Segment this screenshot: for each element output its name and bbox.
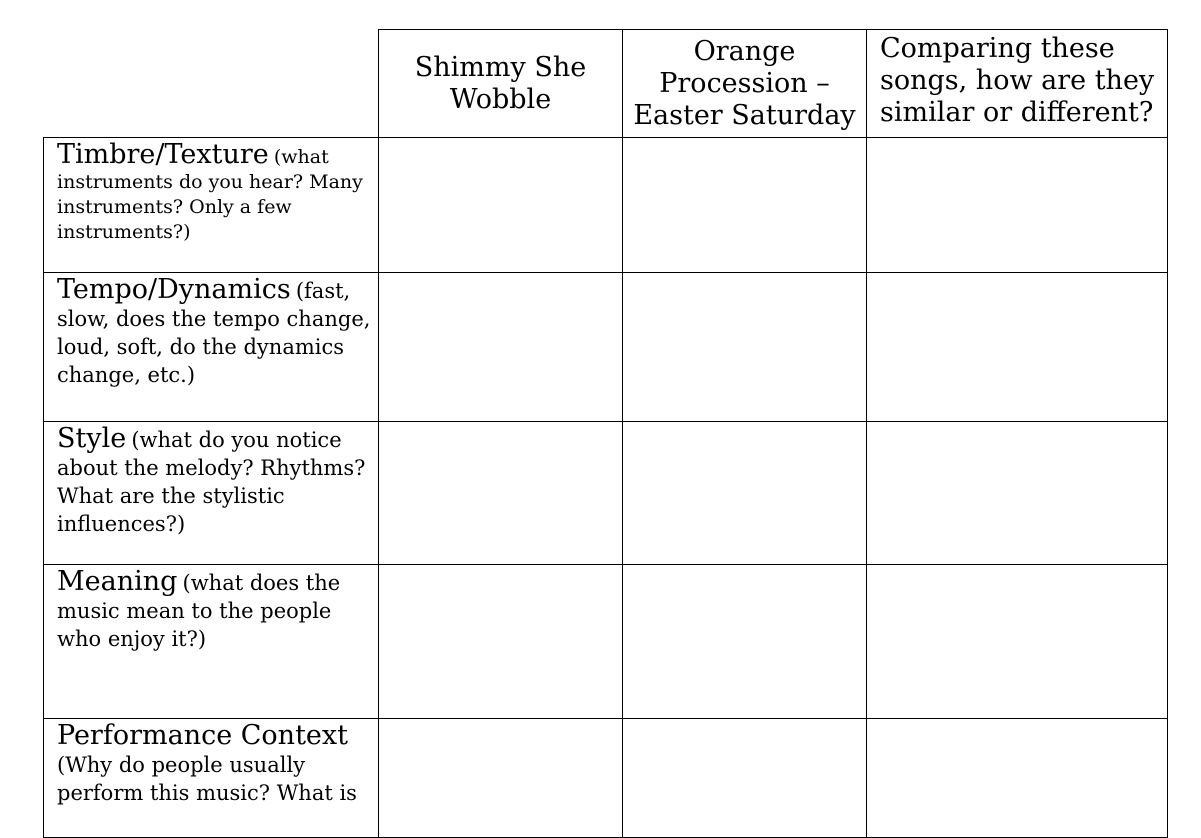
row-description: (Why do people usually perform this music? What is — [57, 753, 357, 805]
column-header-label: Orange Procession – Easter Saturday — [633, 35, 856, 131]
answer-cell[interactable] — [378, 421, 623, 565]
answer-cell[interactable] — [622, 421, 867, 565]
row-description: (what does the music mean to the people who enjoy it?) — [57, 571, 341, 651]
corner-cell — [43, 29, 379, 138]
answer-cell[interactable] — [866, 718, 1168, 838]
answer-cell[interactable] — [622, 564, 867, 719]
column-header-comparison — [866, 29, 1168, 138]
row-label: Timbre/Texture — [57, 139, 269, 170]
answer-cell[interactable] — [378, 272, 623, 422]
row-description: (what do you notice about the melody? Rhythms? What are the stylistic influences?) — [57, 428, 366, 536]
row-description: (fast, slow, does the tempo change, loud, soft, do the dynamics change, etc.) — [57, 279, 371, 387]
row-header-performance-context — [43, 718, 379, 838]
answer-cell[interactable] — [866, 421, 1168, 565]
row-label: Style — [57, 423, 127, 454]
row-header-style — [43, 421, 379, 565]
column-header-label: Comparing these songs, how are they similar or different? — [880, 33, 1155, 128]
answer-cell[interactable] — [378, 137, 623, 273]
answer-cell[interactable] — [622, 718, 867, 838]
column-header-label: Shimmy She Wobble — [414, 51, 587, 115]
answer-cell[interactable] — [378, 564, 623, 719]
column-header-shimmy-she-wobble — [378, 29, 623, 138]
row-label: Tempo/Dynamics — [57, 274, 291, 305]
row-header-meaning — [43, 564, 379, 719]
row-label: Performance Context — [57, 720, 348, 751]
answer-cell[interactable] — [622, 272, 867, 422]
answer-cell[interactable] — [622, 137, 867, 273]
answer-cell[interactable] — [866, 137, 1168, 273]
row-header-timbre-texture — [43, 137, 379, 273]
answer-cell[interactable] — [866, 564, 1168, 719]
row-description: (what instruments do you hear? Many instruments? Only a few instruments?) — [57, 146, 363, 243]
column-header-orange-procession — [622, 29, 867, 138]
answer-cell[interactable] — [378, 718, 623, 838]
row-label: Meaning — [57, 566, 178, 597]
row-header-tempo-dynamics — [43, 272, 379, 422]
answer-cell[interactable] — [866, 272, 1168, 422]
